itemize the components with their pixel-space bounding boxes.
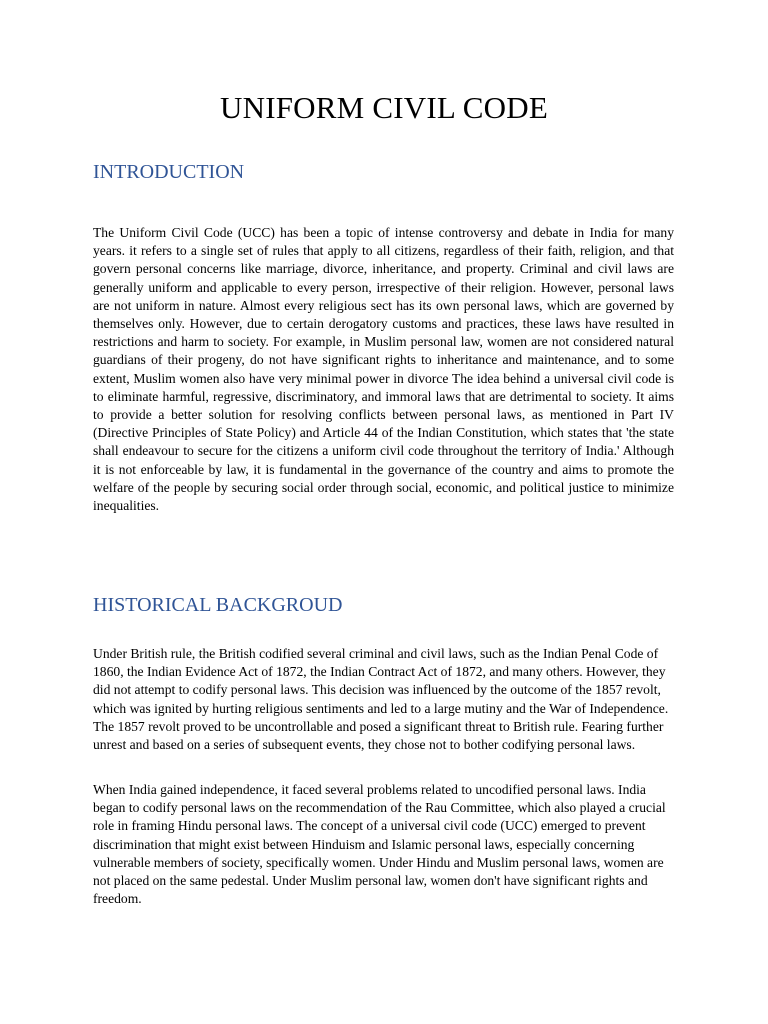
document-title: UNIFORM CIVIL CODE xyxy=(220,90,548,125)
introduction-paragraph: The Uniform Civil Code (UCC) has been a topic of intense controversy and debate in India for many years. it refers to a single set of rules that apply to all citizens, regardless of their faith, religion, and that govern personal concerns like marriage, divorce, inheritance, and property. Criminal and civil laws are generally uniform and applicable to every person, irrespective of their religion. However, personal laws are not uniform in nature. Almost every religious sect has its own personal laws, which are governed by themselves only. However, due to certain derogatory customs and practices, these laws have resulted in restrictions and harm to society. For example, in Muslim personal law, women are not considered natural guardians of their progeny, do not have significant rights to inheritance and maintenance, and to some extent, Muslim women also have very minimal power in divorce The idea behind a universal civil code is to eliminate harmful, regressive, discriminatory, and immoral laws that are detrimental to society. It aims to provide a better solution for resolving conflicts between personal laws, as mentioned in Part IV (Directive Principles of State Policy) and Article 44 of the Indian Constitution, which states that 'the state shall endeavour to secure for the citizens a uniform civil code throughout the territory of India.' Although it is not enforceable by law, it is fundamental in the governance of the country and aims to promote the welfare of the people by securing social order through social, economic, and political justice to minimize inequalities. xyxy=(93,225,674,514)
section-heading-introduction: INTRODUCTION xyxy=(93,161,245,183)
section-heading-historical-background: HISTORICAL BACKGROUD xyxy=(93,594,343,616)
historical-paragraph-1: Under British rule, the British codified several criminal and civil laws, such as the Indian Penal Code of 1860, the Indian Evidence Act of 1872, the Indian Contract Act of 1872, and many others. However, they did not attempt to codify personal laws. This decision was influenced by the outcome of the 1857 revolt, which was ignited by hurting religious sentiments and led to a large mutiny and the War of Independence. The 1857 revolt proved to be uncontrollable and posed a significant threat to British rule. Fearing further unrest and based on a series of subsequent events, they chose not to bother codifying personal laws. xyxy=(93,646,669,753)
historical-paragraph-2: When India gained independence, it faced several problems related to uncodified personal laws. India began to codify personal laws on the recommendation of the Rau Committee, which also played a crucial role in framing Hindu personal laws. The concept of a universal civil code (UCC) emerged to prevent discrimination that might exist between Hinduism and Islamic personal laws, especially concerning vulnerable members of society, specifically women. Under Hindu and Muslim personal laws, women are not placed on the same pedestal. Under Muslim personal law, women don't have significant rights and freedom. xyxy=(93,782,666,907)
